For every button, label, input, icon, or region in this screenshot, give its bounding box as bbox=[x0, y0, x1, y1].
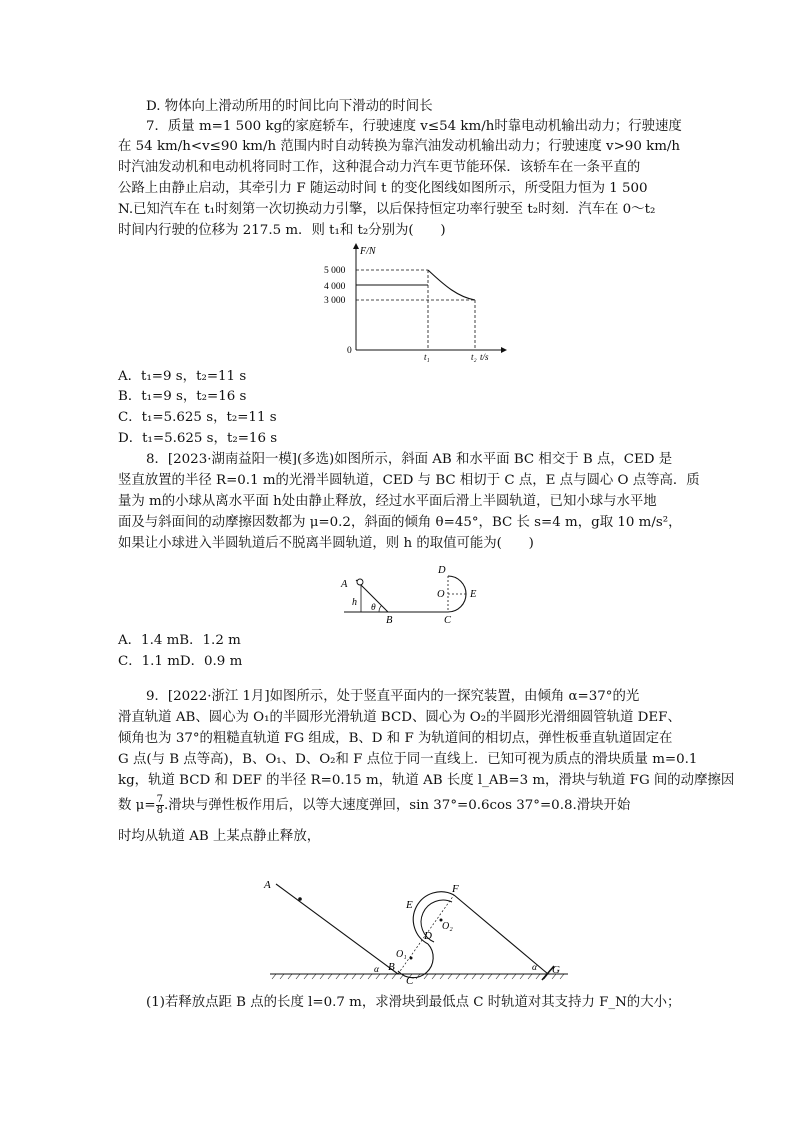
q9-line-1: 9．[2022·浙江 1月]如图所示，处于竖直平面内的一探究装置，由倾角 α=37°的光 bbox=[146, 689, 640, 704]
ball bbox=[357, 579, 363, 585]
x-axis-label: t/s bbox=[480, 352, 489, 362]
label-theta: θ bbox=[371, 603, 376, 613]
q8-line-3: 量为 m的小球从离水平面 h处由静止释放，经过水平面后滑上半圆轨道，已知小球与水平地 bbox=[118, 494, 657, 509]
q9-line-4: G 点(与 B 点等高)，B、O₁、D、O₂和 F 点位于同一直线上．已知可视为质点的滑块质量 m=0.1 bbox=[118, 752, 698, 767]
q9-line-5: kg，轨道 BCD 和 DEF 的半径 R=0.15 m，轨道 AB 长度 l_AB=3 m，滑块与轨道 FG 间的动摩擦因 bbox=[118, 773, 735, 788]
q9-line-2: 滑直轨道 AB、圆心为 O₁的半圆形光滑轨道 BCD、圆心为 O₂的半圆形光滑细圆管轨道 DEF、 bbox=[118, 710, 681, 725]
track-ab bbox=[276, 884, 398, 974]
q7-line-4: 公路上由静止启动，其牵引力 F 随运动时间 t 的变化图线如图所示，所受阻力恒为 1 500 bbox=[118, 181, 648, 196]
q9-line-6-pre: 数 μ= bbox=[118, 798, 156, 813]
label-alpha-left: α bbox=[374, 965, 379, 975]
q7-line-3: 时汽油发动机和电动机将同时工作，这种混合动力汽车更节能环保．该轿车在一条平直的 bbox=[118, 160, 641, 175]
ground-hatch bbox=[272, 974, 564, 979]
q7-line-2: 在 54 km/h<v≤90 km/h 范围内时自动转换为靠汽油发动机输出动力；行驶速度 v>90 km/h bbox=[118, 139, 681, 154]
q7-line-1: 7．质量 m=1 500 kg的家庭轿车，行驶速度 v≤54 km/h时靠电动机输出动力；行驶速度 bbox=[146, 119, 682, 134]
q8-line-2: 竖直放置的半径 R=0.1 m的光滑半圆轨道，CED 与 BC 相切于 C 点，E 点与圆心 O 点等高．质 bbox=[118, 473, 700, 488]
fraction-denominator: 8 bbox=[156, 805, 163, 816]
fraction-7-8 bbox=[156, 795, 164, 816]
y-tick-5000: 5 000 bbox=[324, 266, 346, 276]
q8-line-5: 如果让小球进入半圆轨道后不脱离半圆轨道，则 h 的取值可能为( ) bbox=[118, 536, 534, 551]
label-o1: O₁ bbox=[396, 949, 407, 960]
q9-sub-1: (1)若释放点距 B 点的长度 l=0.7 m，求滑块到最低点 C 时轨道对其支持力 F_N的大小； bbox=[146, 995, 681, 1010]
label-d: D bbox=[438, 565, 446, 576]
option-7b: B．t₁=9 s，t₂=16 s bbox=[118, 389, 247, 404]
q8-figure-incline-semicircle bbox=[336, 560, 496, 630]
label-e: E bbox=[406, 899, 413, 911]
x-tick-t1: t₁ bbox=[424, 352, 430, 362]
label-h: h bbox=[352, 597, 357, 608]
q7-figure-force-time-graph bbox=[320, 242, 510, 362]
label-o: O bbox=[437, 589, 445, 600]
q8-line-1: 8．[2023·湖南益阳一模](多选)如图所示，斜面 AB 和水平面 BC 相交于 B 点，CED 是 bbox=[146, 452, 673, 467]
label-d: D bbox=[424, 930, 432, 942]
option-7c: C．t₁=5.625 s，t₂=11 s bbox=[118, 410, 277, 425]
option-7-prev-d: D. 物体向上滑动所用的时间比向下滑动的时间长 bbox=[146, 99, 433, 114]
force-decay-curve bbox=[428, 270, 475, 300]
q7-line-5: N.已知汽车在 t₁时刻第一次切换动力引擎，以后保持恒定功率行驶至 t₂时刻．汽车在 0～t₂ bbox=[118, 202, 656, 217]
q7-line-6: 时间内行驶的位移为 217.5 m．则 t₁和 t₂分别为( ) bbox=[118, 223, 446, 238]
x-tick-t2: t₂ bbox=[471, 352, 477, 362]
label-a: A bbox=[341, 579, 348, 590]
y-tick-3000: 3 000 bbox=[324, 296, 346, 306]
option-8cd: C．1.1 mD．0.9 m bbox=[118, 654, 243, 669]
slider-on-ab bbox=[298, 897, 302, 901]
label-e: E bbox=[470, 589, 477, 600]
origin-label: 0 bbox=[347, 346, 352, 356]
label-a: A bbox=[264, 879, 271, 891]
label-c: C bbox=[444, 615, 452, 626]
tube-def-outer bbox=[413, 892, 454, 944]
q9-line-3: 倾角也为 37°的粗糙直轨道 FG 组成，B、D 和 F 为轨道间的相切点，弹性板垂直轨道固定在 bbox=[118, 731, 673, 746]
q9-line-6 bbox=[118, 792, 630, 820]
fraction-numerator: 7 bbox=[156, 794, 163, 805]
q9-line-6-post: .滑块与弹性板作用后，以等大速度弹回，sin 37°=0.6cos 37°=0.8.滑块开始 bbox=[163, 798, 631, 813]
angle-arc bbox=[379, 606, 382, 613]
label-b: B bbox=[388, 961, 395, 973]
y-axis-label: F/N bbox=[360, 246, 376, 257]
option-7a: A．t₁=9 s，t₂=11 s bbox=[118, 369, 247, 384]
option-7d: D．t₁=5.625 s，t₂=16 s bbox=[118, 431, 278, 446]
y-tick-4000: 4 000 bbox=[324, 282, 346, 292]
center-o1 bbox=[410, 957, 413, 960]
label-b: B bbox=[386, 615, 393, 626]
label-g: G bbox=[552, 964, 560, 976]
label-o2: O₂ bbox=[442, 921, 453, 932]
q8-line-4: 面及与斜面间的动摩擦因数都为 μ=0.2，斜面的倾角 θ=45°，BC 长 s=4 m，g取 10 m/s²， bbox=[118, 515, 682, 530]
label-c: C bbox=[406, 975, 414, 985]
label-alpha-right: α bbox=[532, 963, 537, 973]
q9-figure-track-apparatus bbox=[256, 870, 576, 985]
label-f: F bbox=[452, 883, 459, 895]
option-8ab: A．1.4 mB．1.2 m bbox=[118, 633, 241, 648]
q9-line-7: 时均从轨道 AB 上某点静止释放， bbox=[118, 829, 321, 844]
